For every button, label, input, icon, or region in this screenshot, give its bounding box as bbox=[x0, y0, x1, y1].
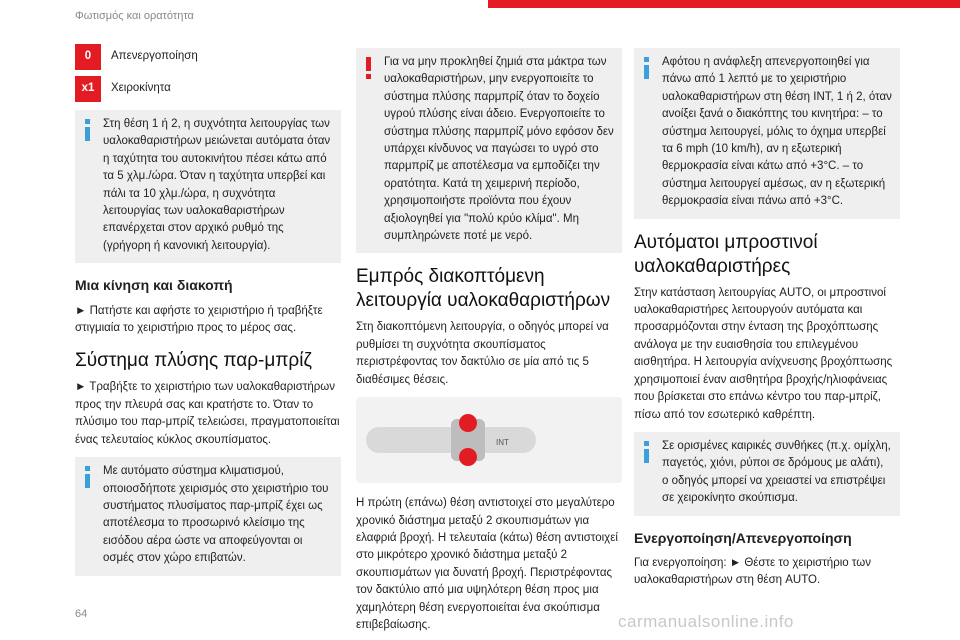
header-accent-bar bbox=[488, 0, 960, 8]
page-number: 64 bbox=[75, 608, 88, 620]
mode-row-manual bbox=[75, 76, 341, 102]
watermark: carmanualsonline.info bbox=[618, 612, 794, 631]
section-heading: Μια κίνηση και διακοπή bbox=[75, 277, 233, 294]
info-icon bbox=[644, 441, 649, 463]
warning-icon bbox=[366, 57, 371, 79]
section-heading: Εμπρός διακοπτόμενη λειτουργία υαλοκαθαριστήρων bbox=[356, 266, 611, 312]
note-text: Στη θέση 1 ή 2, η συχνότητα λειτουργίας των υαλοκαθαριστήρων μειώνεται αυτόματα όταν η ταχύτητα του αυτοκινήτου πέσει κάτω από τα 5 χλμ./ώρα. Όταν η ταχύτητα υπερβεί και πάλι τα 10 χλμ./ώρα, η συχνότητα λειτουργίας των υαλοκαθαριστήρων επανέρχεται στον αρχικό ρυθμό της (γρήγορη ή κανονική λειτουργία). bbox=[103, 118, 331, 252]
note-text: Με αυτόματο σύστημα κλιματισμού, οποιοσδήποτε χειρισμός στο χειριστήριο του συστήματος πλυσίματος παρ-μπρίζ έχει ως αποτέλεσμα το προσωρινό κλείσιμο της εισόδου αέρα ώστε να αποφεύγονται οι οσμές στον χώρο επιβατών. bbox=[103, 465, 329, 565]
wiper-stalk-icon bbox=[356, 397, 622, 483]
column-2 bbox=[356, 44, 622, 634]
column-1 bbox=[75, 44, 341, 586]
note-text: Για να μην προκληθεί ζημιά στα μάκτρα των υαλοκαθαριστήρων, μην ενεργοποιείτε το σύστημα πλύσης παρμπρίζ όταν το δοχείο υγρού πλύσης είναι άδειο. Ενεργοποιείτε το σύστημα πλύσης παρμπρίζ μόνο εφόσον δεν υπάρχει κίνδυνος να παγώσει το υγρό στο παρμπρίζ με αποτέλεσμα να εμποδίζει την ορατότητα. Κατά τη χειμερινή περίοδο, χρησιμοποιήστε προϊόντα που έχουν αξιολογηθεί για "πολύ κρύο κλίμα". Μη συμπληρώνετε ποτέ με νερό. bbox=[384, 56, 614, 243]
single-wipe-symbol-icon: x1 bbox=[75, 76, 101, 102]
info-note bbox=[75, 110, 341, 263]
section-heading: Αυτόματοι μπροστινοί υαλοκαθαριστήρες bbox=[634, 231, 818, 277]
illus-label: INT bbox=[496, 438, 509, 448]
header-title: Φωτισμός και ορατότητα bbox=[75, 10, 194, 22]
info-icon bbox=[644, 57, 649, 79]
note-text: Αφότου η ανάφλεξη απενεργοποιηθεί για πάνω από 1 λεπτό με το χειριστήριο υαλοκαθαριστήρων στη θέση INT, 1 ή 2, όταν ανοίξει ξανά ο διακόπτης του κινητήρα: – το σύστημα λειτουργεί, μόλις το όχημα υπερβεί τα 6 mph (10 km/h), αν η εξωτερική θερμοκρασία είναι κάτω από +3°C. – το σύστημα λειτουργεί αμέσως, αν η εξωτερική θερμοκρασία είναι πάνω από +3°C. bbox=[662, 56, 892, 208]
note-text: Σε ορισμένες καιρικές συνθήκες (π.χ. ομίχλη, παγετός, χιόνι, ρύποι σε δρόμους με αλάτι), ο οδηγός μπορεί να χρειαστεί να επιστρέψει σε χειροκίνητο σκούπισμα. bbox=[662, 439, 891, 505]
mode-label: Χειροκίνητα bbox=[111, 82, 171, 95]
wiper-stalk-illustration bbox=[356, 397, 622, 483]
info-note bbox=[634, 48, 900, 219]
column-3 bbox=[634, 44, 900, 590]
info-icon bbox=[85, 119, 90, 141]
info-icon bbox=[85, 466, 90, 488]
paragraph: Στη διακοπτόμενη λειτουργία, ο οδηγός μπορεί να ρυθμίσει τη συχνότητα σκουπίσματος περιστρέφοντας τον δακτύλιο σε μία από τις 5 διαθέσιμες θέσεις. bbox=[356, 321, 609, 386]
paragraph: ► Πατήστε και αφήστε το χειριστήριο ή τραβήξτε στιγμιαία το χειριστήριο προς το μέρος σας. bbox=[75, 304, 323, 335]
paragraph: Για ενεργοποίηση: ► Θέστε το χειριστήριο των υαλοκαθαριστήρων στη θέση AUTO. bbox=[634, 556, 871, 587]
off-symbol-icon: 0 bbox=[75, 44, 101, 70]
paragraph: Στην κατάσταση λειτουργίας AUTO, οι μπροστινοί υαλοκαθαριστήρες λειτουργούν αυτόματα και προσαρμόζονται στην ένταση της βροχόπτωσης ανάλογα με την ευαισθησία του επιλεγμένου αισθητήρα. Η λειτουργία ανίχνευσης βροχόπτωσης χρησιμοποιεί έναν αισθητήρα βροχής/ηλιοφάνειας που βρίσκεται στο επάνω κέντρο του παρ-μπρίζ, πίσω από τον εσωτερικό καθρέπτη. bbox=[634, 286, 893, 421]
paragraph: ► Τραβήξτε το χειριστήριο των υαλοκαθαριστήρων προς την πλευρά σας και κρατήστε το. Όταν το πλύσιμο του παρ-μπρίζ τελειώσει, πραγματοποιείται ένας τελευταίος κύκλος σκουπίσματος. bbox=[75, 381, 340, 446]
section-heading: Σύστημα πλύσης παρ-μπρίζ bbox=[75, 350, 312, 372]
paragraph: Η πρώτη (επάνω) θέση αντιστοιχεί στο μεγαλύτερο χρονικό διάστημα μεταξύ 2 σκουπισμάτων για ελαφριά βροχή. Η τελευταία (κάτω) θέση αντιστοιχεί στο μικρότερο χρονικό διάστημα μεταξύ 2 σκουπισμάτων για δυνατή βροχή. Περιστρέφοντας τον δακτύλιο από μια υψηλότερη θέση προς μια χαμηλότερη θέση ενεργοποιείται ένα σκούπισμα επιβεβαίωσης. bbox=[356, 497, 618, 631]
info-note bbox=[634, 432, 900, 516]
mode-row-off bbox=[75, 44, 341, 70]
info-note bbox=[75, 457, 341, 575]
section-heading: Ενεργοποίηση/Απενεργοποίηση bbox=[634, 529, 852, 546]
mode-label: Απενεργοποίηση bbox=[111, 50, 198, 63]
warning-note bbox=[356, 48, 622, 253]
